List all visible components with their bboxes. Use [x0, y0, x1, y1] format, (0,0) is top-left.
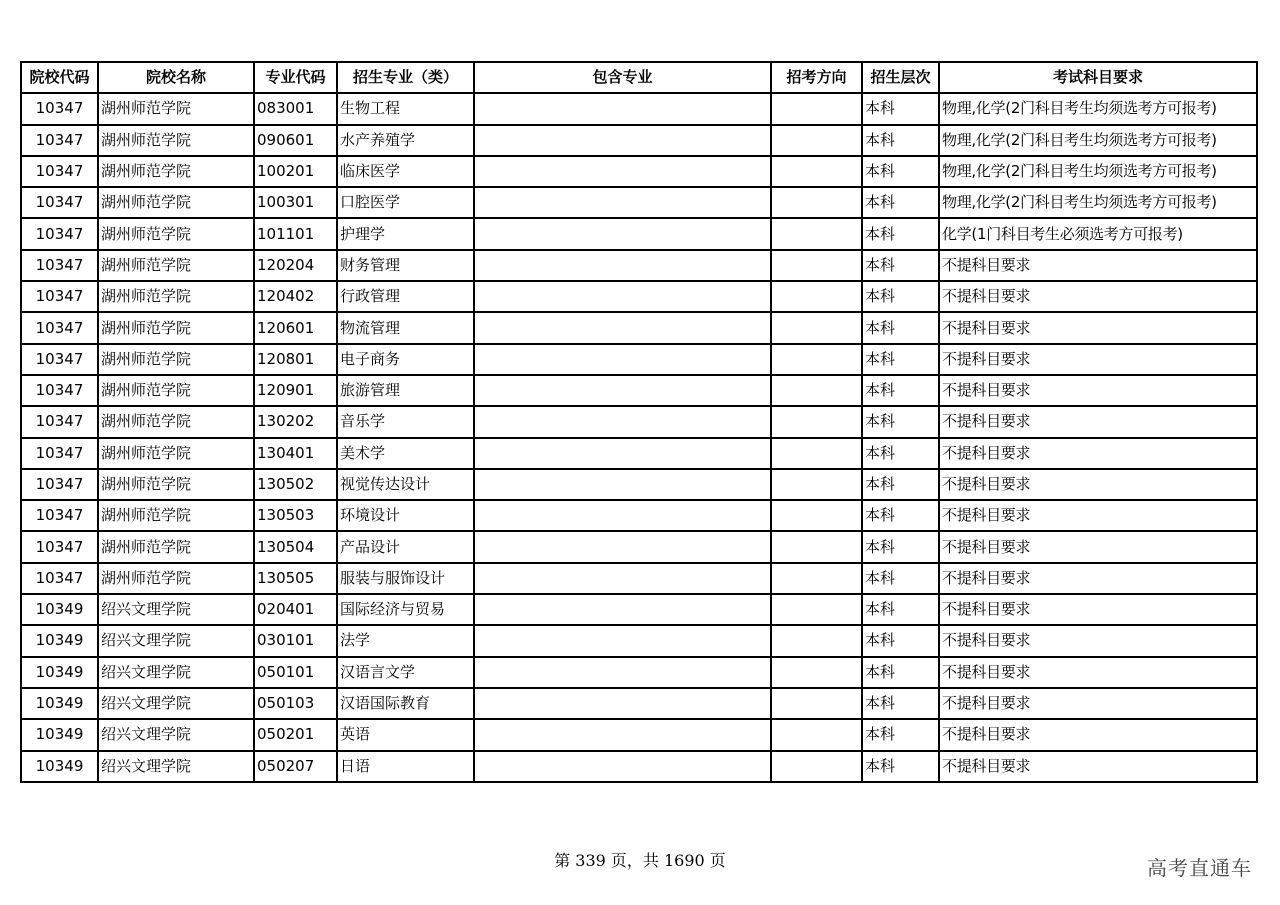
- cell-direction: [771, 438, 862, 469]
- cell-school-name: 绍兴文理学院: [98, 625, 254, 656]
- cell-major: 国际经济与贸易: [337, 594, 474, 625]
- cell-included-majors: [474, 156, 771, 187]
- cell-major-code: 101101: [254, 218, 337, 249]
- cell-school-code: 10349: [21, 657, 98, 688]
- cell-major-code: 020401: [254, 594, 337, 625]
- cell-subject-requirements: 不提科目要求: [939, 563, 1257, 594]
- cell-direction: [771, 281, 862, 312]
- cell-school-name: 湖州师范学院: [98, 406, 254, 437]
- cell-major: 水产养殖学: [337, 125, 474, 156]
- page-number: 第 339 页，共 1690 页: [554, 851, 726, 870]
- cell-level: 本科: [862, 250, 939, 281]
- cell-major-code: 120204: [254, 250, 337, 281]
- cell-level: 本科: [862, 93, 939, 124]
- cell-included-majors: [474, 125, 771, 156]
- watermark: 高考直通车: [1147, 856, 1252, 880]
- cell-major-code: 130503: [254, 500, 337, 531]
- cell-subject-requirements: 不提科目要求: [939, 438, 1257, 469]
- cell-major: 护理学: [337, 218, 474, 249]
- table-row: [21, 500, 1257, 531]
- cell-subject-requirements: 物理,化学(2门科目考生均须选考方可报考): [939, 125, 1257, 156]
- cell-major-code: 100301: [254, 187, 337, 218]
- cell-direction: [771, 218, 862, 249]
- cell-direction: [771, 125, 862, 156]
- table-row: [21, 187, 1257, 218]
- cell-school-code: 10347: [21, 312, 98, 343]
- cell-school-code: 10347: [21, 469, 98, 500]
- cell-school-name: 湖州师范学院: [98, 500, 254, 531]
- cell-school-code: 10347: [21, 281, 98, 312]
- cell-major: 行政管理: [337, 281, 474, 312]
- cell-school-name: 湖州师范学院: [98, 187, 254, 218]
- cell-major: 视觉传达设计: [337, 469, 474, 500]
- table-row: [21, 312, 1257, 343]
- cell-subject-requirements: 不提科目要求: [939, 281, 1257, 312]
- cell-major: 生物工程: [337, 93, 474, 124]
- cell-major-code: 083001: [254, 93, 337, 124]
- cell-major-code: 120801: [254, 344, 337, 375]
- cell-included-majors: [474, 469, 771, 500]
- cell-school-name: 绍兴文理学院: [98, 657, 254, 688]
- cell-school-code: 10347: [21, 187, 98, 218]
- cell-subject-requirements: 化学(1门科目考生必须选考方可报考): [939, 218, 1257, 249]
- table-row: [21, 125, 1257, 156]
- cell-included-majors: [474, 406, 771, 437]
- table-row: [21, 218, 1257, 249]
- cell-school-code: 10347: [21, 563, 98, 594]
- cell-subject-requirements: 不提科目要求: [939, 344, 1257, 375]
- table-row: [21, 594, 1257, 625]
- cell-direction: [771, 344, 862, 375]
- cell-major-code: 100201: [254, 156, 337, 187]
- cell-level: 本科: [862, 344, 939, 375]
- cell-direction: [771, 406, 862, 437]
- cell-major: 旅游管理: [337, 375, 474, 406]
- cell-major: 法学: [337, 625, 474, 656]
- cell-school-code: 10347: [21, 375, 98, 406]
- cell-subject-requirements: 不提科目要求: [939, 688, 1257, 719]
- cell-included-majors: [474, 93, 771, 124]
- cell-school-code: 10347: [21, 156, 98, 187]
- cell-major: 口腔医学: [337, 187, 474, 218]
- cell-level: 本科: [862, 719, 939, 750]
- cell-major-code: 130504: [254, 531, 337, 562]
- cell-subject-requirements: 不提科目要求: [939, 594, 1257, 625]
- cell-school-name: 湖州师范学院: [98, 375, 254, 406]
- cell-subject-requirements: 不提科目要求: [939, 250, 1257, 281]
- table-row: [21, 688, 1257, 719]
- table-row: [21, 344, 1257, 375]
- table-row: [21, 156, 1257, 187]
- cell-subject-requirements: 物理,化学(2门科目考生均须选考方可报考): [939, 156, 1257, 187]
- cell-school-code: 10347: [21, 406, 98, 437]
- cell-subject-requirements: 物理,化学(2门科目考生均须选考方可报考): [939, 187, 1257, 218]
- table-row: [21, 438, 1257, 469]
- cell-direction: [771, 93, 862, 124]
- cell-school-name: 湖州师范学院: [98, 438, 254, 469]
- cell-school-name: 湖州师范学院: [98, 469, 254, 500]
- cell-included-majors: [474, 625, 771, 656]
- cell-level: 本科: [862, 156, 939, 187]
- cell-level: 本科: [862, 281, 939, 312]
- cell-school-name: 湖州师范学院: [98, 281, 254, 312]
- table-row: [21, 250, 1257, 281]
- cell-subject-requirements: 不提科目要求: [939, 531, 1257, 562]
- cell-included-majors: [474, 688, 771, 719]
- table-row: [21, 531, 1257, 562]
- header-level: 招生层次: [862, 62, 939, 93]
- cell-direction: [771, 751, 862, 782]
- header-subject-requirements: 考试科目要求: [939, 62, 1257, 93]
- cell-major: 汉语言文学: [337, 657, 474, 688]
- cell-subject-requirements: 不提科目要求: [939, 469, 1257, 500]
- cell-included-majors: [474, 719, 771, 750]
- cell-direction: [771, 657, 862, 688]
- cell-level: 本科: [862, 563, 939, 594]
- cell-school-name: 湖州师范学院: [98, 156, 254, 187]
- cell-major: 财务管理: [337, 250, 474, 281]
- cell-school-name: 绍兴文理学院: [98, 594, 254, 625]
- cell-level: 本科: [862, 187, 939, 218]
- cell-level: 本科: [862, 438, 939, 469]
- cell-level: 本科: [862, 218, 939, 249]
- cell-school-code: 10347: [21, 344, 98, 375]
- cell-school-code: 10349: [21, 688, 98, 719]
- cell-major-code: 050207: [254, 751, 337, 782]
- cell-level: 本科: [862, 688, 939, 719]
- cell-included-majors: [474, 751, 771, 782]
- cell-school-code: 10349: [21, 751, 98, 782]
- cell-included-majors: [474, 344, 771, 375]
- cell-major: 英语: [337, 719, 474, 750]
- cell-subject-requirements: 不提科目要求: [939, 751, 1257, 782]
- header-included-majors: 包含专业: [474, 62, 771, 93]
- cell-major-code: 090601: [254, 125, 337, 156]
- cell-included-majors: [474, 657, 771, 688]
- cell-school-name: 湖州师范学院: [98, 93, 254, 124]
- cell-school-name: 绍兴文理学院: [98, 751, 254, 782]
- cell-school-name: 绍兴文理学院: [98, 719, 254, 750]
- cell-school-name: 绍兴文理学院: [98, 688, 254, 719]
- table-body: [21, 93, 1257, 782]
- cell-major: 产品设计: [337, 531, 474, 562]
- cell-direction: [771, 375, 862, 406]
- cell-subject-requirements: 不提科目要求: [939, 406, 1257, 437]
- header-major-code: 专业代码: [254, 62, 337, 93]
- cell-school-name: 湖州师范学院: [98, 125, 254, 156]
- cell-major-code: 130502: [254, 469, 337, 500]
- cell-level: 本科: [862, 406, 939, 437]
- cell-major-code: 120402: [254, 281, 337, 312]
- cell-direction: [771, 594, 862, 625]
- cell-included-majors: [474, 312, 771, 343]
- cell-level: 本科: [862, 625, 939, 656]
- cell-subject-requirements: 不提科目要求: [939, 625, 1257, 656]
- cell-level: 本科: [862, 531, 939, 562]
- cell-included-majors: [474, 438, 771, 469]
- cell-major-code: 120601: [254, 312, 337, 343]
- header-direction: 招考方向: [771, 62, 862, 93]
- cell-school-code: 10347: [21, 93, 98, 124]
- cell-subject-requirements: 不提科目要求: [939, 500, 1257, 531]
- cell-school-name: 湖州师范学院: [98, 218, 254, 249]
- cell-school-name: 湖州师范学院: [98, 312, 254, 343]
- table-row: [21, 406, 1257, 437]
- cell-major: 临床医学: [337, 156, 474, 187]
- cell-direction: [771, 531, 862, 562]
- cell-included-majors: [474, 281, 771, 312]
- header-school-code: 院校代码: [21, 62, 98, 93]
- cell-school-name: 湖州师范学院: [98, 344, 254, 375]
- cell-subject-requirements: 不提科目要求: [939, 719, 1257, 750]
- cell-direction: [771, 187, 862, 218]
- cell-major-code: 050201: [254, 719, 337, 750]
- cell-major-code: 030101: [254, 625, 337, 656]
- cell-direction: [771, 719, 862, 750]
- cell-level: 本科: [862, 375, 939, 406]
- cell-major: 物流管理: [337, 312, 474, 343]
- cell-subject-requirements: 不提科目要求: [939, 375, 1257, 406]
- cell-level: 本科: [862, 125, 939, 156]
- cell-subject-requirements: 物理,化学(2门科目考生均须选考方可报考): [939, 93, 1257, 124]
- table-row: [21, 375, 1257, 406]
- cell-included-majors: [474, 594, 771, 625]
- cell-school-code: 10347: [21, 218, 98, 249]
- cell-included-majors: [474, 218, 771, 249]
- table-row: [21, 469, 1257, 500]
- cell-direction: [771, 625, 862, 656]
- cell-level: 本科: [862, 751, 939, 782]
- cell-level: 本科: [862, 469, 939, 500]
- cell-major: 汉语国际教育: [337, 688, 474, 719]
- cell-direction: [771, 156, 862, 187]
- cell-level: 本科: [862, 594, 939, 625]
- header-major: 招生专业（类）: [337, 62, 474, 93]
- cell-school-code: 10349: [21, 625, 98, 656]
- cell-major: 环境设计: [337, 500, 474, 531]
- cell-school-code: 10349: [21, 719, 98, 750]
- cell-direction: [771, 250, 862, 281]
- table-row: [21, 563, 1257, 594]
- cell-school-code: 10347: [21, 531, 98, 562]
- cell-major-code: 130505: [254, 563, 337, 594]
- cell-major: 音乐学: [337, 406, 474, 437]
- table-row: [21, 751, 1257, 782]
- cell-school-name: 湖州师范学院: [98, 531, 254, 562]
- table-row: [21, 719, 1257, 750]
- cell-included-majors: [474, 375, 771, 406]
- cell-subject-requirements: 不提科目要求: [939, 312, 1257, 343]
- cell-major-code: 130202: [254, 406, 337, 437]
- table-row: [21, 93, 1257, 124]
- cell-direction: [771, 563, 862, 594]
- cell-school-code: 10349: [21, 594, 98, 625]
- cell-major-code: 050101: [254, 657, 337, 688]
- cell-major-code: 120901: [254, 375, 337, 406]
- cell-direction: [771, 312, 862, 343]
- cell-school-code: 10347: [21, 250, 98, 281]
- cell-direction: [771, 469, 862, 500]
- cell-level: 本科: [862, 500, 939, 531]
- cell-major-code: 130401: [254, 438, 337, 469]
- cell-major: 美术学: [337, 438, 474, 469]
- cell-included-majors: [474, 250, 771, 281]
- cell-included-majors: [474, 500, 771, 531]
- cell-major: 日语: [337, 751, 474, 782]
- table-row: [21, 281, 1257, 312]
- cell-direction: [771, 500, 862, 531]
- table-header: [21, 62, 1257, 93]
- table-row: [21, 657, 1257, 688]
- cell-school-code: 10347: [21, 500, 98, 531]
- cell-included-majors: [474, 563, 771, 594]
- cell-major: 电子商务: [337, 344, 474, 375]
- cell-level: 本科: [862, 312, 939, 343]
- cell-major-code: 050103: [254, 688, 337, 719]
- cell-school-code: 10347: [21, 125, 98, 156]
- cell-direction: [771, 688, 862, 719]
- cell-school-name: 湖州师范学院: [98, 563, 254, 594]
- cell-level: 本科: [862, 657, 939, 688]
- cell-included-majors: [474, 187, 771, 218]
- cell-school-code: 10347: [21, 438, 98, 469]
- table-row: [21, 625, 1257, 656]
- header-row: [21, 62, 1257, 93]
- admissions-table: [20, 61, 1258, 783]
- header-school-name: 院校名称: [98, 62, 254, 93]
- cell-subject-requirements: 不提科目要求: [939, 657, 1257, 688]
- cell-school-name: 湖州师范学院: [98, 250, 254, 281]
- cell-included-majors: [474, 531, 771, 562]
- cell-major: 服装与服饰设计: [337, 563, 474, 594]
